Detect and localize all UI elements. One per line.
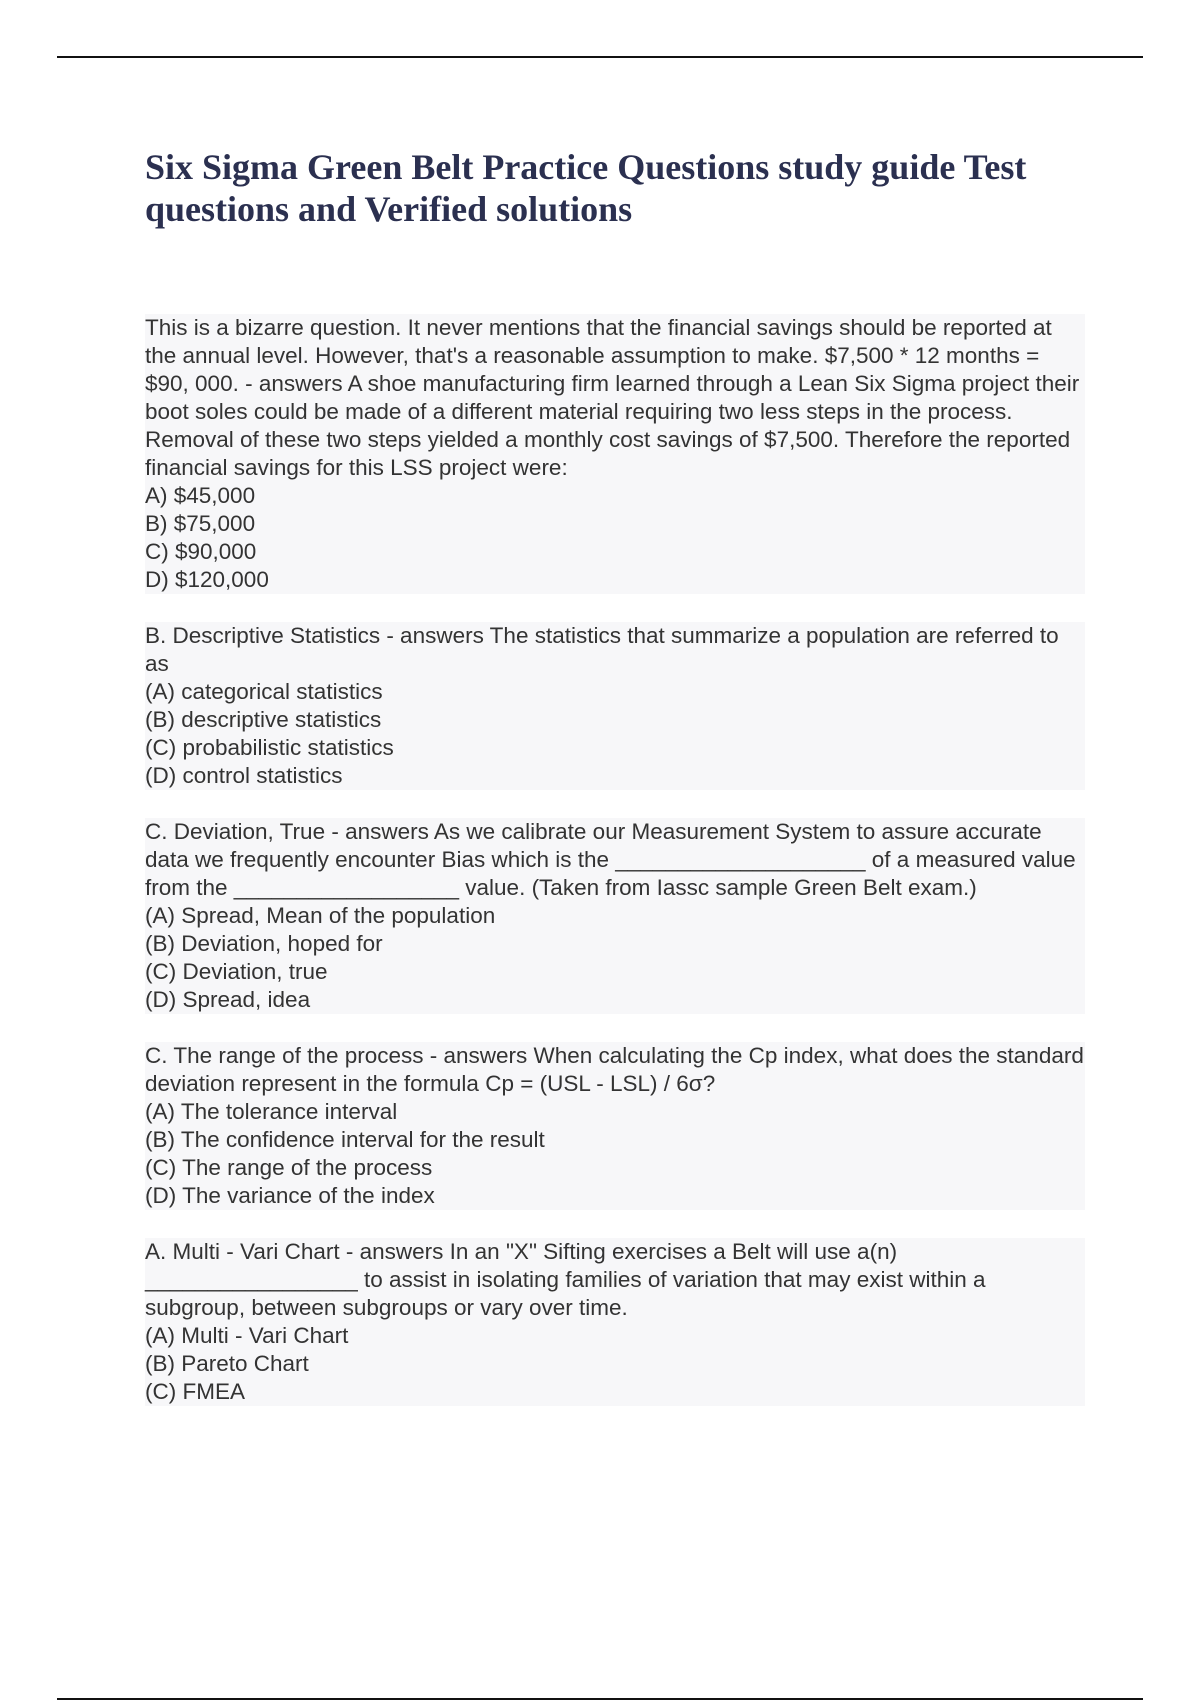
question-block (145, 1042, 1085, 1210)
question-block (145, 622, 1085, 790)
answer-option: D) $120,000 (145, 567, 269, 592)
question-text: This is a bizarre question. It never mentions that the financial savings should be reported at the annual level. However, that's a reasonable assumption to make. $7,500 * 12 months = $90, 000. - answers A shoe manufacturing firm learned through a Lean Six Sigma project their boot soles could be made of a different material requiring two less steps in the process. Removal of these two steps yielded a monthly cost savings of $7,500. Therefore the reported financial savings for this LSS project were: (145, 315, 1080, 480)
answer-option: (C) The range of the process (145, 1155, 433, 1180)
answer-option: (C) Deviation, true (145, 959, 328, 984)
document-title: Six Sigma Green Belt Practice Questions study guide Test questions and Verified solutions (145, 147, 1027, 229)
answer-option: (D) Spread, idea (145, 987, 311, 1012)
top-rule (57, 56, 1143, 58)
answer-option: (B) Pareto Chart (145, 1351, 309, 1376)
answer-option: C) $90,000 (145, 539, 257, 564)
answer-option: (B) Deviation, hoped for (145, 931, 383, 956)
answer-option: (B) descriptive statistics (145, 707, 382, 732)
answer-option: (D) control statistics (145, 763, 343, 788)
answer-option: (A) Multi - Vari Chart (145, 1323, 349, 1348)
question-text: A. Multi - Vari Chart - answers In an "X" Sifting exercises a Belt will use a(n) _________________ to assist in isolating families of variation that may exist within a subgroup, between subgroups or vary over time. (145, 1239, 986, 1320)
question-text: B. Descriptive Statistics - answers The statistics that summarize a population are referred to as (145, 623, 1059, 676)
questions-list (145, 314, 1085, 1406)
question-text: C. The range of the process - answers When calculating the Cp index, what does the standard deviation represent in the formula Cp = (USL - LSL) / 6σ? (145, 1043, 1084, 1096)
answer-option: B) $75,000 (145, 511, 256, 536)
question-text: C. Deviation, True - answers As we calibrate our Measurement System to assure accurate data we frequently encounter Bias which is the ____________________ of a measured value from the __________________ value. (Taken from Iassc sample Green Belt exam.) (145, 819, 1076, 900)
question-block (145, 1238, 1085, 1406)
question-block (145, 314, 1085, 594)
answer-option: (A) Spread, Mean of the population (145, 903, 496, 928)
answer-option: A) $45,000 (145, 483, 256, 508)
answer-option: (D) The variance of the index (145, 1183, 435, 1208)
answer-option: (A) The tolerance interval (145, 1099, 398, 1124)
answer-option: (C) probabilistic statistics (145, 735, 394, 760)
answer-option: (B) The confidence interval for the result (145, 1127, 545, 1152)
question-block (145, 818, 1085, 1014)
answer-option: (C) FMEA (145, 1379, 245, 1404)
answer-option: (A) categorical statistics (145, 679, 383, 704)
